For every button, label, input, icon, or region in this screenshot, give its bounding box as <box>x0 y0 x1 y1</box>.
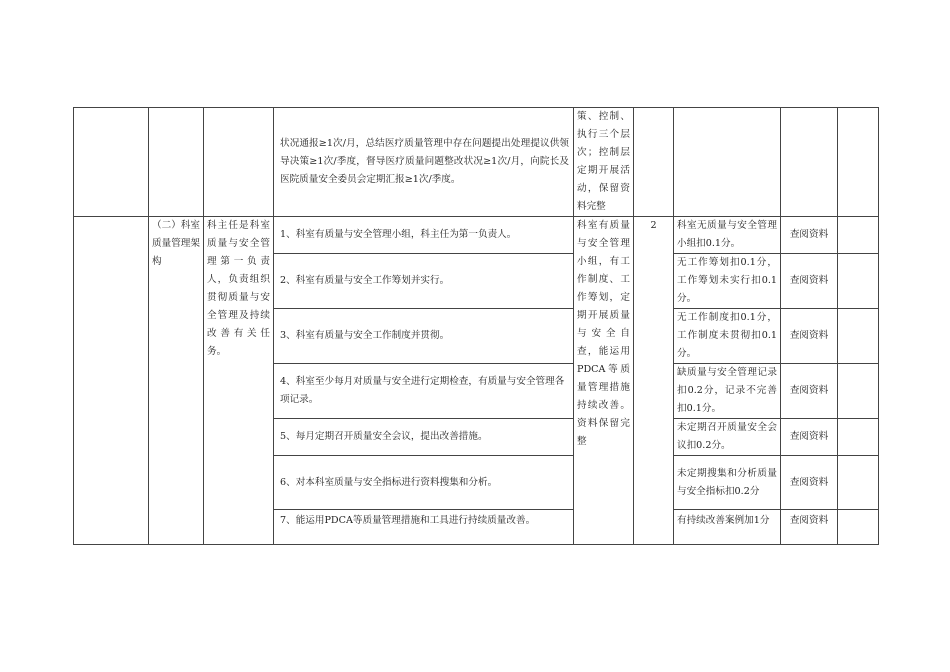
empty-cell <box>634 108 674 217</box>
deduction-cell: 无工作筹划扣0.1分，工作筹划未实行扣0.1分。 <box>674 254 781 309</box>
deduction-cell: 有持续改善案例加1分 <box>674 510 781 545</box>
method-cell: 查阅资料 <box>781 419 838 456</box>
empty-cell <box>838 364 879 419</box>
requirement-cell: 1、科室有质量与安全管理小组，科主任为第一负责人。 <box>274 217 574 254</box>
requirement-cell: 3、科室有质量与安全工作制度并贯彻。 <box>274 309 574 364</box>
method-cell: 查阅资料 <box>781 217 838 254</box>
requirement-cell: 7、能运用PDCA等质量管理措施和工具进行持续质量改善。 <box>274 510 574 545</box>
empty-cell <box>74 108 149 217</box>
quality-assessment-table <box>73 107 879 545</box>
requirement-cell-continued: 状况通报≥1次/月，总结医疗质量管理中存在问题提出处理提议供领导决策≥1次/季度，督导医疗质量问题整改状况≥1次/月，向院长及医院质量安全委员会定期汇报≥1次/季度。 <box>274 108 574 217</box>
empty-cell <box>838 419 879 456</box>
standard-cell-continued: 策、控制、执行三个层次；控制层定期开展活动，保留资料完整 <box>574 108 634 217</box>
deduction-cell: 科室无质量与安全管理小组扣0.1分。 <box>674 217 781 254</box>
deduction-cell: 无工作制度扣0.1分，工作制度未贯彻扣0.1分。 <box>674 309 781 364</box>
empty-cell <box>149 108 204 217</box>
method-cell: 查阅资料 <box>781 254 838 309</box>
deduction-cell: 未定期搜集和分析质量与安全指标扣0.2分 <box>674 456 781 510</box>
requirement-cell: 2、科室有质量与安全工作筹划并实行。 <box>274 254 574 309</box>
section-title-cell: （二）科室质量管理架构 <box>149 217 204 545</box>
empty-cell <box>838 108 879 217</box>
requirement-cell: 5、每月定期召开质量安全会议，提出改善措施。 <box>274 419 574 456</box>
table-row-continued <box>74 108 879 217</box>
empty-cell <box>838 510 879 545</box>
empty-cell <box>74 217 149 545</box>
empty-cell <box>838 254 879 309</box>
empty-cell <box>838 456 879 510</box>
method-cell: 查阅资料 <box>781 510 838 545</box>
deduction-cell: 缺质量与安全管理记录扣0.2分，记录不完善扣0.1分。 <box>674 364 781 419</box>
method-cell: 查阅资料 <box>781 456 838 510</box>
empty-cell <box>838 217 879 254</box>
table-row <box>74 217 879 254</box>
requirement-cell: 4、科室至少每月对质量与安全进行定期检查，有质量与安全管理各项记录。 <box>274 364 574 419</box>
requirement-cell: 6、对本科室质量与安全指标进行资料搜集和分析。 <box>274 456 574 510</box>
section-description-cell: 科主任是科室质量与安全管理第一负责人，负责组织贯彻质量与安全管理及持续改善有关任务。 <box>204 217 274 545</box>
empty-cell <box>204 108 274 217</box>
empty-cell <box>838 309 879 364</box>
deduction-cell: 未定期召开质量安全会议扣0.2分。 <box>674 419 781 456</box>
empty-cell <box>781 108 838 217</box>
empty-cell <box>674 108 781 217</box>
standard-cell: 科室有质量与安全管理小组，有工作制度、工作筹划，定期开展质量与安全自查，能运用PDCA等质量管理措施持续改善。资料保留完整 <box>574 217 634 545</box>
method-cell: 查阅资料 <box>781 364 838 419</box>
method-cell: 查阅资料 <box>781 309 838 364</box>
score-cell: 2 <box>634 217 674 545</box>
